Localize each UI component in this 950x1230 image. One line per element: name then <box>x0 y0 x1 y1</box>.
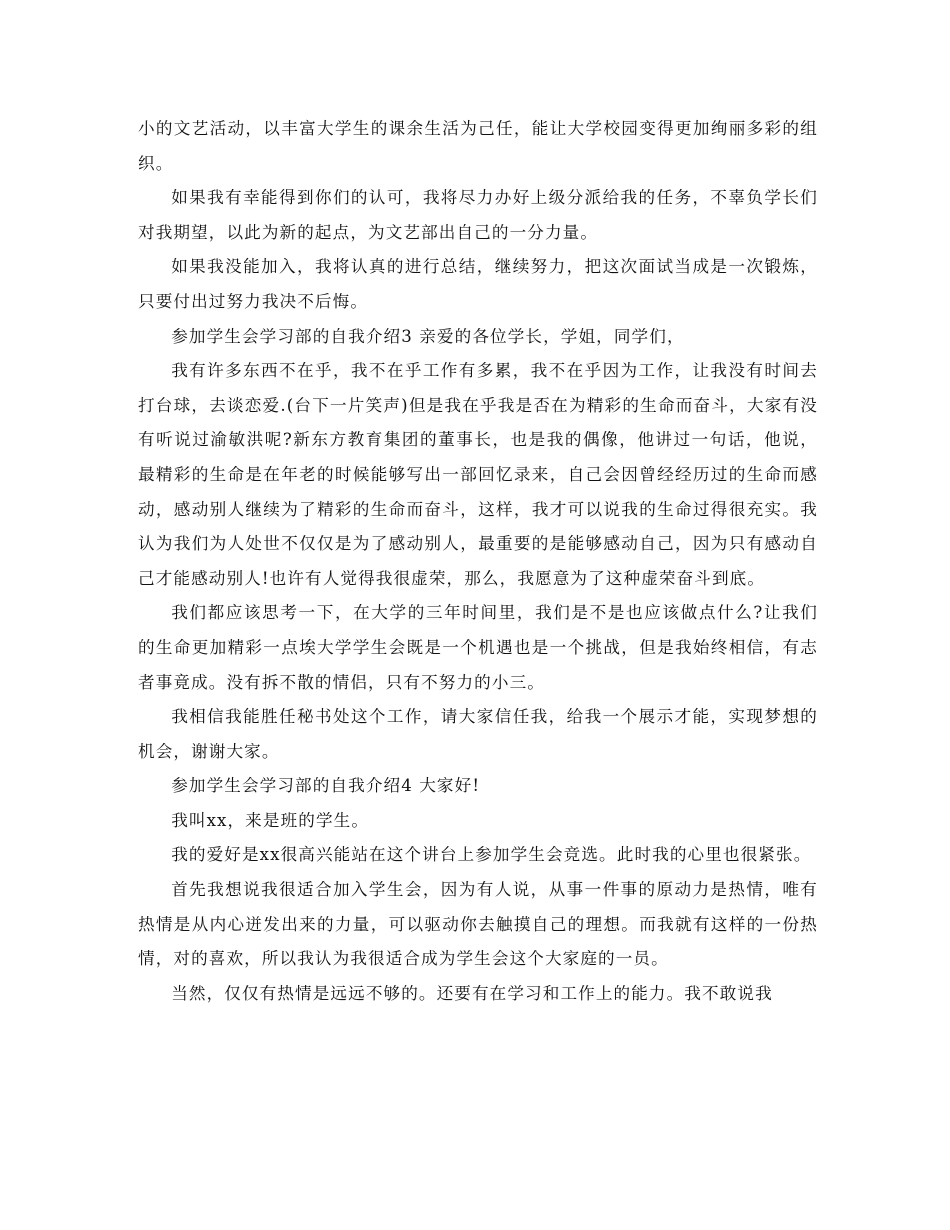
paragraph-9: 我叫xx，来是班的学生。 <box>171 810 370 830</box>
section-heading-4: 参加学生会学习部的自我介绍4 大家好! <box>171 776 481 796</box>
paragraph-1: 小的文艺活动，以丰富大学生的课余生活为己任，能让大学校园变得更加绚丽多彩的组织。 <box>138 119 818 173</box>
paragraph-10: 我的爱好是xx很高兴能站在这个讲台上参加学生会竞选。此时我的心里也很紧张。 <box>171 845 812 865</box>
paragraph-3: 如果我没能加入，我将认真的进行总结，继续努力，把这次面试当成是一次锻炼，只要付出过努力我决不后悔。 <box>138 257 818 311</box>
paragraph-5: 我有许多东西不在乎，我不在乎工作有多累，我不在乎因为工作，让我没有时间去打台球，去谈恋爱.(台下一片笑声)但是我在乎我是否在为精彩的生命而奋斗，大家有没有听说过渝敏洪呢?新东方教育集团的董事长，也是我的偶像，他讲过一句话，他说，最精彩的生命是在年老的时候能够写出一部回忆录来，自己会因曾经经历过的生命而感动，感动别人继续为了精彩的生命而奋斗，这样，我才可以说我的生命过得很充实。我认为我们为人处世不仅仅是为了感动别人，最重要的是能够感动自己，因为只有感动自己才能感动别人!也许有人觉得我很虚荣，那么，我愿意为了这种虚荣奋斗到底。 <box>138 361 818 588</box>
paragraph-11: 首先我想说我很适合加入学生会，因为有人说，从事一件事的原动力是热情，唯有热情是从内心迸发出来的力量，可以驱动你去触摸自己的理想。而我就有这样的一份热情，对的喜欢，所以我认为我很适合成为学生会这个大家庭的一员。 <box>138 880 818 969</box>
paragraph-2: 如果我有幸能得到你们的认可，我将尽力办好上级分派给我的任务，不辜负学长们对我期望，以此为新的起点，为文艺部出自己的一分力量。 <box>138 188 818 242</box>
paragraph-7: 我相信我能胜任秘书处这个工作，请大家信任我，给我一个展示才能，实现梦想的机会，谢谢大家。 <box>138 707 818 761</box>
paragraph-12: 当然，仅仅有热情是远远不够的。还要有在学习和工作上的能力。我不敢说我 <box>171 983 773 1003</box>
document-body <box>138 112 818 1011</box>
paragraph-6: 我们都应该思考一下，在大学的三年时间里，我们是不是也应该做点什么?让我们的生命更加精彩一点埃大学学生会既是一个机遇也是一个挑战，但是我始终相信，有志者事竟成。没有拆不散的情侣，只有不努力的小三。 <box>138 603 818 692</box>
section-heading-3: 参加学生会学习部的自我介绍3 亲爱的各位学长，学姐，同学们， <box>171 326 685 346</box>
